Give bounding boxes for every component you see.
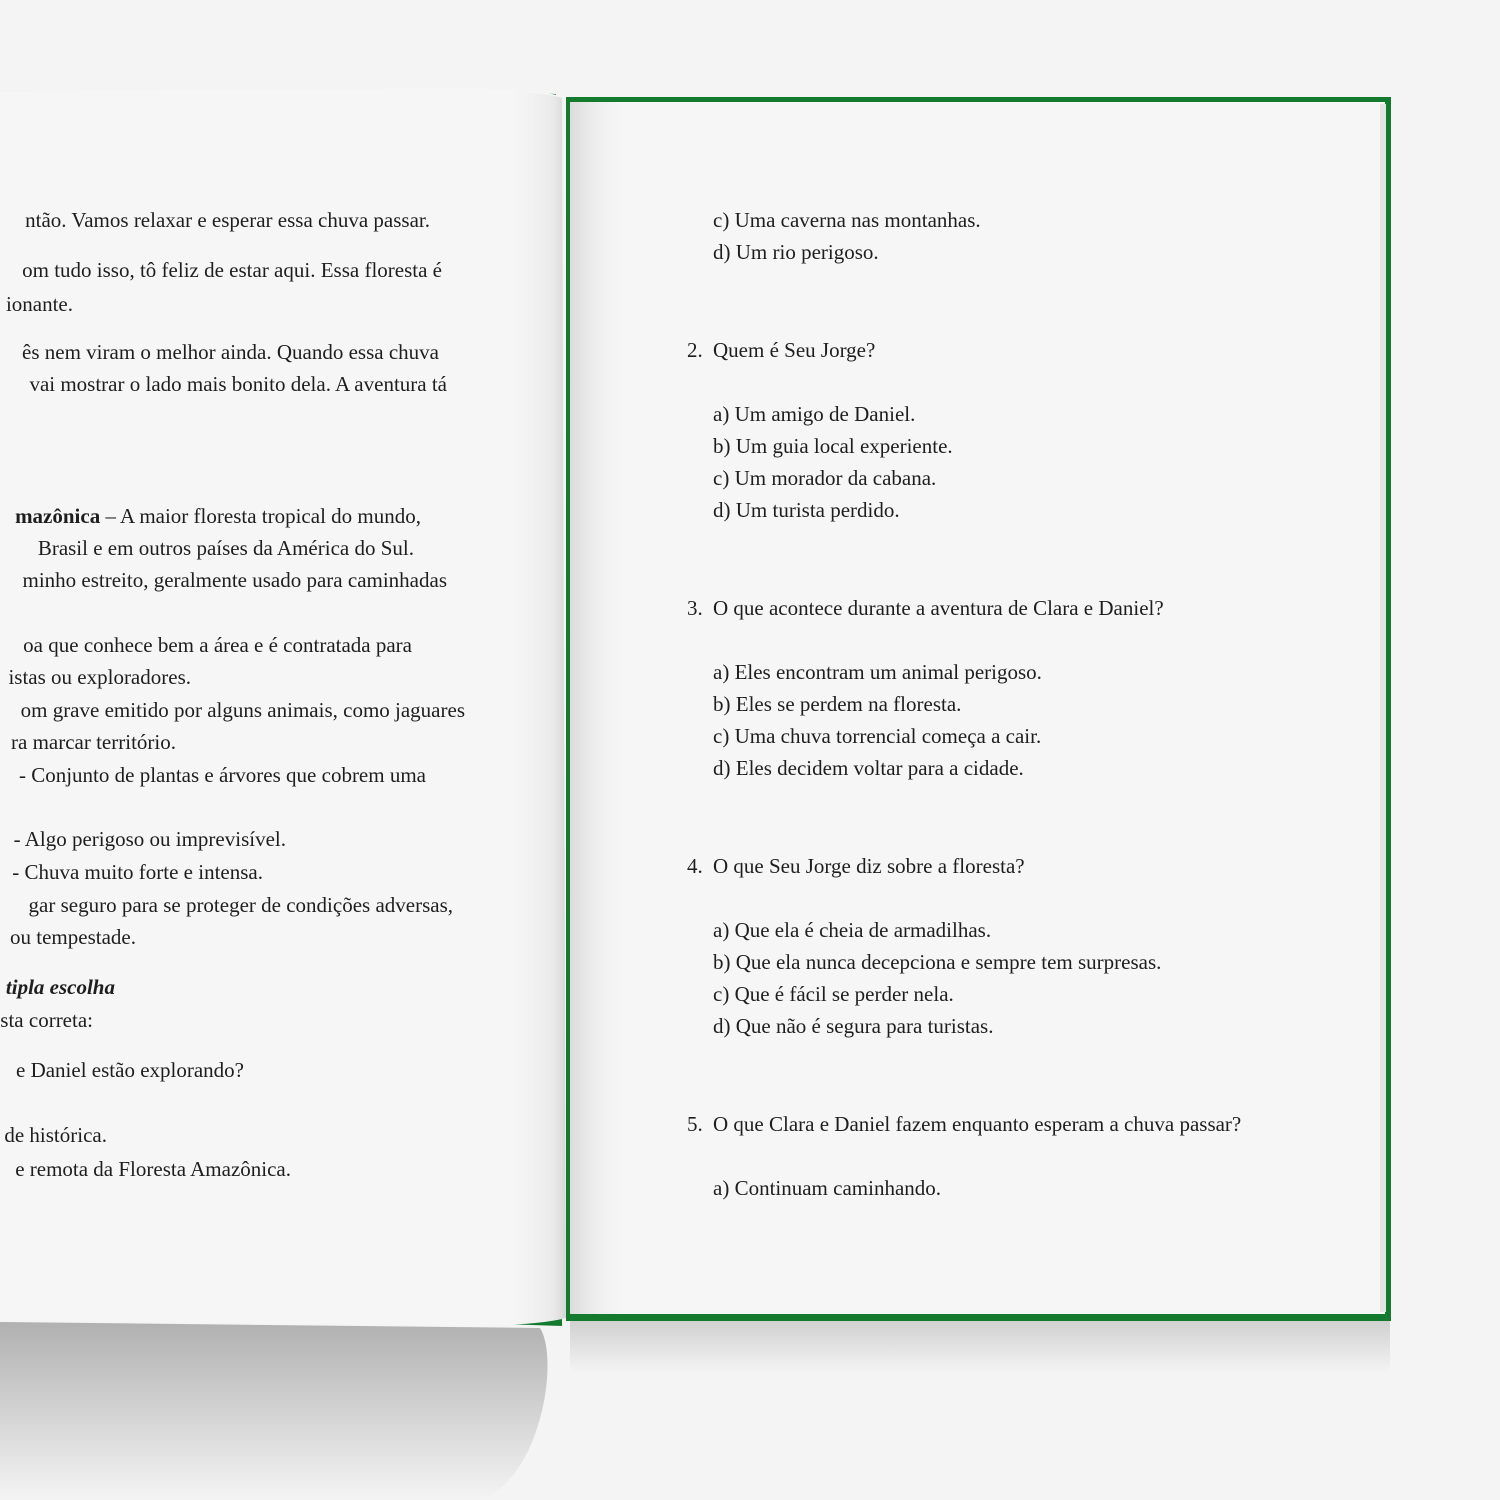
text-line: - Chuva muito forte e intensa.	[12, 860, 263, 884]
option: b) Que ela nunca decepciona e sempre tem surpresas.	[713, 950, 1162, 974]
right-cover-shadow	[570, 1318, 1390, 1373]
question-number: 2.	[687, 338, 703, 362]
text-line: de histórica.	[4, 1123, 107, 1147]
text-line: vai mostrar o lado mais bonito dela. A aventura tá	[29, 372, 447, 396]
question-text: Quem é Seu Jorge?	[713, 338, 876, 362]
text-line: Brasil e em outros países da América do Sul.	[37, 536, 414, 560]
question-number: 3.	[687, 596, 703, 620]
text-line: oa que conhece bem a área e é contratada para	[23, 633, 412, 657]
option: c) Uma caverna nas montanhas.	[713, 208, 981, 232]
text-line: om grave emitido por alguns animais, como jaguares	[20, 698, 465, 722]
option: c) Um morador da cabana.	[713, 466, 937, 490]
text-line: - Algo perigoso ou imprevisível.	[13, 827, 286, 851]
option: a) Continuam caminhando.	[713, 1176, 942, 1200]
text-line: ou tempestade.	[10, 925, 136, 949]
text-line: e remota da Floresta Amazônica.	[15, 1157, 291, 1181]
option: b) Um guia local experiente.	[713, 434, 953, 458]
text-line: minho estreito, geralmente usado para caminhadas	[22, 568, 447, 592]
question-number: 4.	[687, 854, 703, 878]
option: c) Uma chuva torrencial começa a cair.	[713, 724, 1042, 748]
glossary-entry	[15, 500, 421, 532]
glossary-term: mazônica	[15, 504, 101, 528]
option: a) Um amigo de Daniel.	[713, 402, 916, 426]
text-line: ntão. Vamos relaxar e esperar essa chuva passar.	[25, 208, 430, 232]
option: b) Eles se perdem na floresta.	[713, 692, 962, 716]
option: d) Um rio perigoso.	[713, 240, 879, 264]
left-page-text	[0, 92, 562, 1324]
text-line: ra marcar território.	[11, 730, 176, 754]
text-line: ês nem viram o melhor ainda. Quando essa chuva	[22, 340, 439, 364]
option: a) Que ela é cheia de armadilhas.	[713, 918, 992, 942]
question-text: O que Clara e Daniel fazem enquanto esperam a chuva passar?	[713, 1112, 1242, 1136]
text-line: sta correta:	[0, 1008, 93, 1032]
question-number: 5.	[687, 1112, 703, 1136]
text-line: ionante.	[5, 292, 73, 316]
text-line: gar seguro para se proteger de condições adversas,	[28, 893, 453, 917]
question-text: O que Seu Jorge diz sobre a floresta?	[713, 854, 1025, 878]
option: d) Que não é segura para turistas.	[713, 1014, 994, 1038]
option: d) Um turista perdido.	[713, 498, 900, 522]
text-line: istas ou exploradores.	[8, 665, 191, 689]
option: c) Que é fácil se perder nela.	[713, 982, 954, 1006]
left-page-shadow	[0, 1322, 548, 1500]
text-line: om tudo isso, tô feliz de estar aqui. Essa floresta é	[22, 258, 442, 282]
text-line: - Conjunto de plantas e árvores que cobrem uma	[18, 763, 426, 787]
question-text: O que acontece durante a aventura de Clara e Daniel?	[713, 596, 1164, 620]
option: a) Eles encontram um animal perigoso.	[713, 660, 1042, 684]
text-line: – A maior floresta tropical do mundo,	[105, 504, 421, 528]
section-heading: tipla escolha	[5, 975, 115, 999]
text-line: e Daniel estão explorando?	[16, 1058, 244, 1082]
option: d) Eles decidem voltar para a cidade.	[713, 756, 1024, 780]
